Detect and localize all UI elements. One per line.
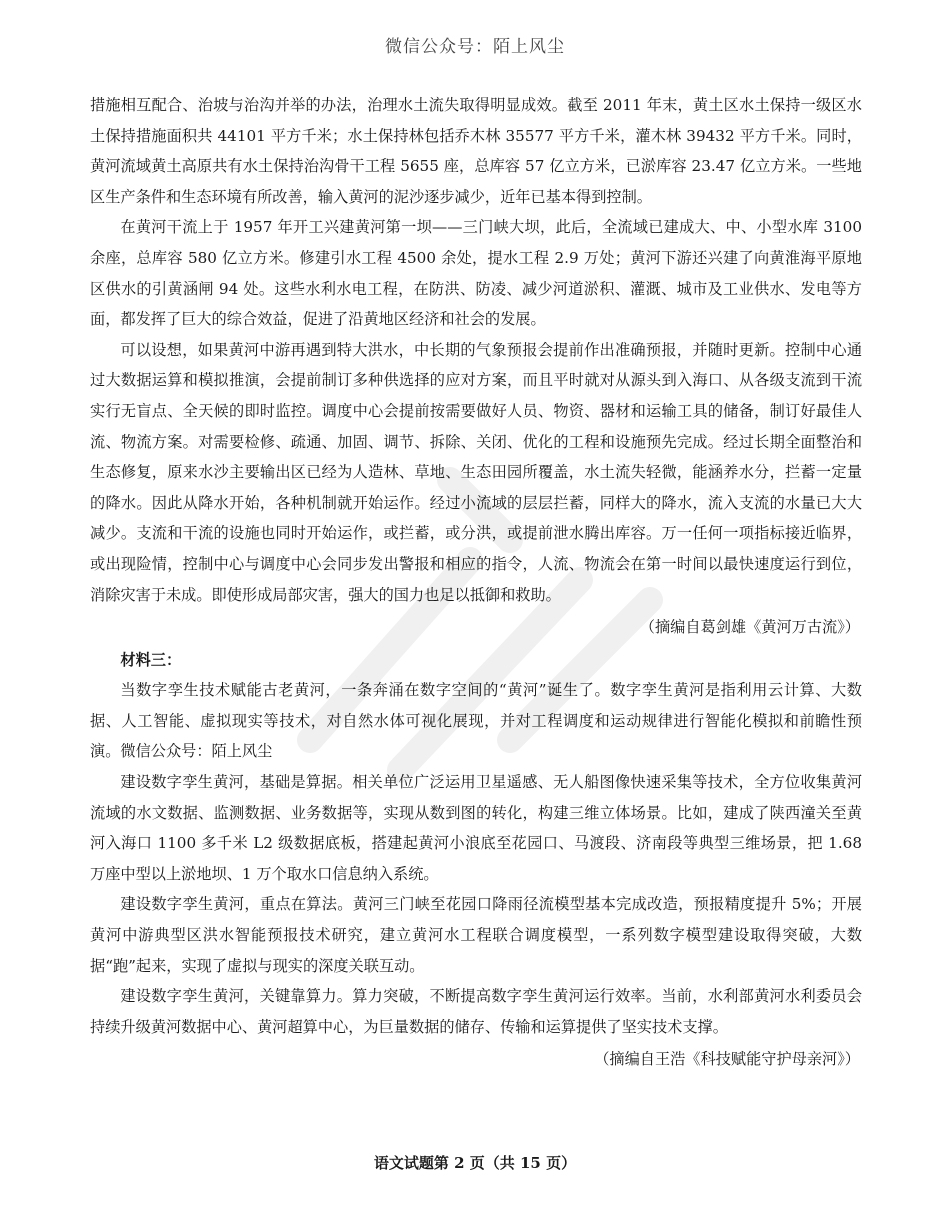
paragraph-soil-conservation: 措施相互配合、治坡与治沟并举的办法，治理水土流失取得明显成效。截至 2011 年末，黄土区水土保持一级区水土保持措施面积共 44101 平方千米；水土保持林包括乔木林 35577 平方千米，灌木林 39432 平方千米。同时，黄河流域黄土高原共有水土保持治沟骨干工程 5655 座，总库容 57 亿立方米，已淤库容 23.47 亿立方米。一些地区生产条件和生态环境有所改善，输入黄河的泥沙逐步减少，近年已基本得到控制。 [90, 96, 862, 206]
section-heading-material-3: 材料三： [120, 650, 182, 669]
paragraph-flood-scenario: 可以设想，如果黄河中游再遇到特大洪水，中长期的气象预报会提前作出准确预报，并随时更新。控制中心通过大数据运算和模拟推演，会提前制订多种供选择的应对方案，而且平时就对从源头到入海口、从各级支流到干流实行无盲点、全天候的即时监控。调度中心会提前按需要做好人员、物资、器材和运输工具的储备，制订好最佳人流、物流方案。对需要检修、疏通、加固、调节、拆除、关闭、优化的工程和设施预先完成。经过长期全面整治和生态修复，原来水沙主要输出区已经为人造林、草地、生态田园所覆盖，水土流失轻微，能涵养水分，拦蓄一定量的降水。因此从降水开始，各种机制就开始运作。经过小流域的层层拦蓄，同样大的降水，流入支流的水量已大大减少。支流和干流的设施也同时开始运作，或拦蓄，或分洪，或提前泄水腾出库容。万一任何一项指标接近临界，或出现险情，控制中心与调度中心会同步发出警报和相应的指令，人流、物流会在第一时间以最快速度运行到位，消除灾害于未成。即使形成局部灾害，强大的国力也足以抵御和救助。 [90, 340, 862, 604]
paragraph-algorithms: 建设数字孪生黄河，重点在算法。黄河三门峡至花园口降雨径流模型基本完成改造，预报精度提升 5%；开展黄河中游典型区洪水智能预报技术研究，建立黄河水工程联合调度模型，一系列数字模型建设取得突破，大数据“跑”起来，实现了虚拟与现实的深度关联互动。 [90, 895, 862, 975]
source-citation-2: （摘编自王浩《科技赋能守护母亲河》） [594, 1050, 860, 1069]
paragraph-data-foundation: 建设数字孪生黄河，基础是算据。相关单位广泛运用卫星遥感、无人船图像快速采集等技术，全方位收集黄河流域的水文数据、监测数据、业务数据等，实现从数到图的转化，构建三维立体场景。比如，建成了陕西潼关至黄河入海口 1100 多千米 L2 级数据底板，搭建起黄河小浪底至花园口、马渡段、济南段等典型三维场景，把 1.68 万座中型以上淤地坝、1 万个取水口信息纳入系统。 [90, 773, 862, 883]
paragraph-digital-twin-intro: 当数字孪生技术赋能古老黄河，一条奔涌在数字空间的“黄河”诞生了。数字孪生黄河是指利用云计算、大数据、人工智能、虚拟现实等技术，对自然水体可视化展现，并对工程调度和运动规律进行智能化模拟和前瞻性预演。微信公众号：陌上风尘 [90, 681, 862, 761]
source-citation-1: （摘编自葛剑雄《黄河万古流》） [639, 618, 860, 637]
page-header: 微信公众号：陌上风尘 [385, 37, 565, 57]
paragraph-water-projects: 在黄河干流上于 1957 年开工兴建黄河第一坝——三门峡大坝，此后，全流域已建成大、中、小型水库 3100 余座，总库容 580 亿立方米。修建引水工程 4500 余处，提水工程 2.9 万处；黄河下游还兴建了向黄淮海平原地区供水的引黄涵闸 94 处。这些水利水电工程，在防洪、防凌、减少河道淤积、灌溉、城市及工业供水、发电等方面，都发挥了巨大的综合效益，促进了沿黄地区经济和社会的发展。 [90, 218, 862, 329]
page-footer: 语文试题第 2 页（共 15 页） [373, 1154, 577, 1172]
paragraph-computing-power: 建设数字孪生黄河，关键靠算力。算力突破，不断提高数字孪生黄河运行效率。当前，水利部黄河水利委员会持续升级黄河数据中心、黄河超算中心，为巨量数据的储存、传输和运算提供了坚实技术支撑。 [90, 987, 862, 1036]
article-body [90, 90, 862, 1077]
